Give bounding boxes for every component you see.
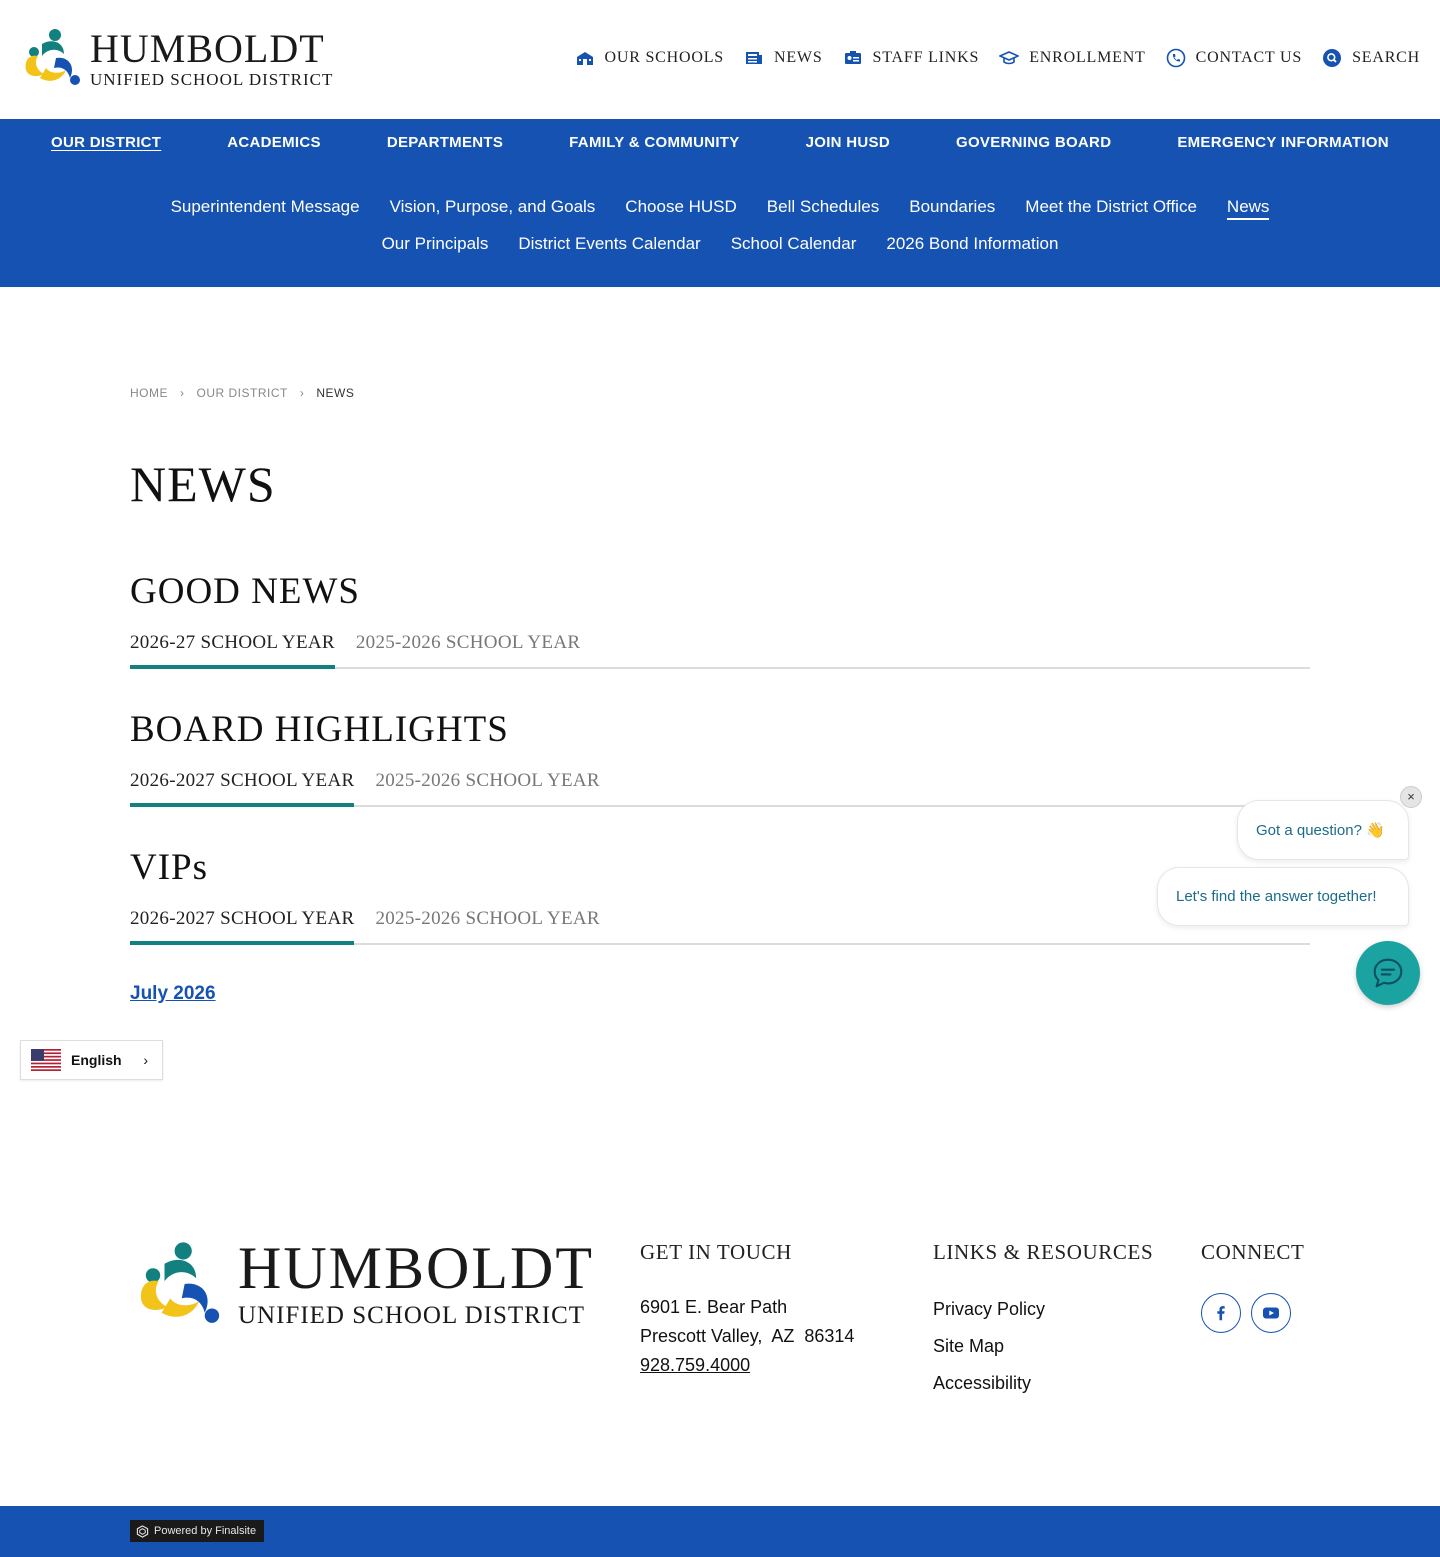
district-logo-icon	[130, 1238, 222, 1330]
vips-july-2026-link[interactable]: July 2026	[130, 983, 216, 1004]
subnav-district-events-calendar[interactable]: District Events Calendar	[518, 234, 701, 253]
section-vips	[130, 846, 1310, 945]
finalsite-logo-icon	[136, 1525, 149, 1538]
subnav-school-calendar[interactable]: School Calendar	[730, 234, 857, 253]
nav-emergency-information[interactable]: EMERGENCY INFORMATION	[1177, 134, 1389, 151]
footer-link-privacy-policy[interactable]: Privacy Policy	[933, 1299, 1046, 1319]
sub-nav-row-1	[0, 197, 1440, 220]
subnav-meet-district-office[interactable]: Meet the District Office	[1025, 197, 1197, 216]
youtube-link[interactable]	[1251, 1293, 1291, 1333]
footer-bottom-bar	[0, 1506, 1440, 1557]
tab-board-2025-26[interactable]: 2025-2026 SCHOOL YEAR	[375, 770, 600, 791]
sub-nav-row-2	[0, 234, 1440, 254]
footer-logo[interactable]	[130, 1235, 594, 1330]
footer-connect	[1201, 1240, 1304, 1333]
util-staff-links[interactable]	[843, 48, 980, 68]
main-nav	[0, 119, 1440, 287]
breadcrumb-our-district[interactable]: OUR DISTRICT	[196, 386, 288, 400]
footer-address-line-2: Prescott Valley, AZ 86314	[640, 1326, 855, 1346]
search-icon	[1322, 48, 1342, 68]
logo-subtitle: UNIFIED SCHOOL DISTRICT	[90, 69, 334, 89]
chat-bubble-question-text: Got a question? 👋	[1256, 822, 1385, 839]
util-search[interactable]	[1322, 48, 1420, 68]
util-staff-links-label: STAFF LINKS	[872, 49, 980, 66]
breadcrumb-current: NEWS	[316, 386, 355, 400]
tab-list	[130, 767, 1310, 807]
footer-link-site-map[interactable]: Site Map	[933, 1336, 1005, 1356]
tab-good-news-2026-27[interactable]: 2026-27 SCHOOL YEAR	[130, 629, 335, 669]
util-enrollment-label: ENROLLMENT	[1029, 49, 1146, 66]
chevron-right-icon: ›	[299, 386, 305, 400]
chat-bubble-question[interactable]	[1237, 800, 1409, 860]
youtube-icon	[1261, 1303, 1281, 1323]
tab-good-news-2025-26[interactable]: 2025-2026 SCHOOL YEAR	[355, 632, 581, 653]
newspaper-icon	[744, 48, 764, 68]
id-badge-icon	[843, 48, 863, 68]
phone-icon	[1166, 48, 1186, 68]
subnav-boundaries[interactable]: Boundaries	[909, 197, 996, 216]
facebook-icon	[1212, 1304, 1230, 1322]
tab-list	[130, 905, 1310, 945]
site-logo[interactable]	[18, 26, 333, 90]
footer-address-line-1: 6901 E. Bear Path	[640, 1297, 788, 1317]
footer-heading: LINKS & RESOURCES	[933, 1240, 1154, 1264]
util-news[interactable]	[744, 48, 823, 68]
tab-list	[130, 629, 1310, 669]
footer-logo-title: HUMBOLDT	[238, 1235, 594, 1301]
tab-vips-2025-26[interactable]: 2025-2026 SCHOOL YEAR	[375, 908, 600, 929]
tab-vips-2026-27[interactable]: 2026-2027 SCHOOL YEAR	[130, 905, 354, 945]
nav-departments[interactable]: DEPARTMENTS	[386, 134, 504, 151]
util-our-schools[interactable]	[575, 48, 725, 68]
district-logo-icon	[18, 26, 82, 90]
subnav-bell-schedules[interactable]: Bell Schedules	[766, 197, 880, 216]
footer-heading: CONNECT	[1201, 1240, 1305, 1264]
footer-links-resources	[933, 1240, 1153, 1402]
section-title: GOOD NEWS	[130, 571, 360, 612]
footer-phone-link[interactable]: 928.759.4000	[640, 1355, 751, 1375]
page-title: NEWS	[130, 456, 276, 512]
chevron-right-icon: ›	[180, 386, 185, 400]
nav-governing-board[interactable]: GOVERNING BOARD	[955, 134, 1112, 151]
subnav-our-principals[interactable]: Our Principals	[381, 234, 489, 253]
util-contact-us[interactable]	[1166, 48, 1302, 68]
utility-nav	[555, 48, 1421, 68]
breadcrumb	[130, 386, 354, 400]
main-nav-row	[0, 134, 1440, 151]
facebook-link[interactable]	[1201, 1293, 1241, 1333]
powered-by-text: Powered by Finalsite	[154, 1525, 257, 1537]
breadcrumb-home[interactable]: HOME	[130, 386, 168, 400]
nav-family-community[interactable]: FAMILY & COMMUNITY	[569, 134, 740, 151]
section-good-news	[130, 570, 1310, 669]
school-icon	[575, 48, 595, 68]
chevron-right-icon: ›	[143, 1052, 148, 1068]
powered-by-finalsite[interactable]	[130, 1520, 264, 1542]
subnav-news[interactable]: News	[1227, 197, 1270, 220]
us-flag-icon	[31, 1049, 61, 1071]
section-board-highlights	[130, 708, 1310, 807]
util-search-label: SEARCH	[1352, 49, 1420, 66]
footer-link-accessibility[interactable]: Accessibility	[933, 1373, 1032, 1393]
nav-join-husd[interactable]: JOIN HUSD	[805, 134, 890, 151]
chat-bubble-answer-text: Let's find the answer together!	[1176, 888, 1377, 905]
section-title: BOARD HIGHLIGHTS	[130, 709, 509, 750]
subnav-superintendent-message[interactable]: Superintendent Message	[170, 197, 360, 216]
chat-launcher-button[interactable]	[1356, 941, 1420, 1005]
graduation-cap-icon	[999, 48, 1019, 68]
util-news-label: NEWS	[774, 49, 823, 66]
subnav-vision-purpose-goals[interactable]: Vision, Purpose, and Goals	[389, 197, 596, 216]
util-enrollment[interactable]	[999, 48, 1145, 68]
section-title: VIPs	[130, 847, 209, 888]
subnav-2026-bond-information[interactable]: 2026 Bond Information	[886, 234, 1059, 253]
footer-get-in-touch	[640, 1240, 854, 1380]
chat-close-button[interactable]: ×	[1400, 786, 1422, 808]
site-header	[0, 0, 1440, 119]
tab-board-2026-27[interactable]: 2026-2027 SCHOOL YEAR	[130, 767, 354, 807]
language-label: English	[71, 1052, 122, 1068]
language-selector[interactable]	[20, 1040, 163, 1080]
util-contact-us-label: CONTACT US	[1195, 49, 1303, 66]
chat-icon	[1369, 954, 1407, 992]
logo-title: HUMBOLDT	[90, 25, 325, 71]
nav-our-district[interactable]: OUR DISTRICT	[51, 134, 162, 151]
footer-heading: GET IN TOUCH	[640, 1240, 792, 1264]
chat-bubble-answer[interactable]	[1157, 867, 1409, 926]
footer-logo-subtitle: UNIFIED SCHOOL DISTRICT	[238, 1302, 586, 1329]
subnav-choose-husd[interactable]: Choose HUSD	[625, 197, 737, 216]
util-our-schools-label: OUR SCHOOLS	[604, 49, 724, 66]
nav-academics[interactable]: ACADEMICS	[227, 134, 321, 151]
